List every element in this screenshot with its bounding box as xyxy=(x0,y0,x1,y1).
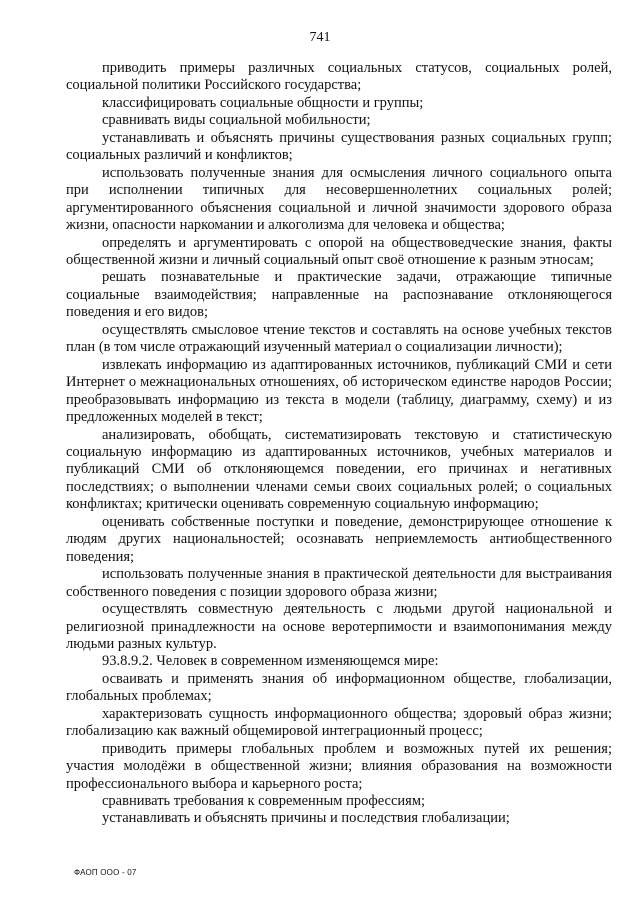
page-number: 741 xyxy=(309,30,331,45)
footer-code: ФАОП ООО - 07 xyxy=(74,868,137,877)
paragraph: устанавливать и объяснять причины и последствия глобализации; xyxy=(102,810,510,827)
paragraph: осуществлять смысловое чтение текстов и составлять на основе учебных текстов план (в том числе отражающий изученный материал о социализации личности); xyxy=(66,321,612,356)
paragraph: извлекать информацию из адаптированных источников, публикаций СМИ и сети Интернет о межнациональных отношениях, об историческом единстве народов России; преобразовывать информацию из текста в модели (таблицу, диаграмму, схему) и из предложенных моделей в текст; xyxy=(66,356,612,426)
section-heading: 93.8.9.2. Человек в современном изменяющемся мире: xyxy=(102,653,439,670)
paragraph: решать познавательные и практические задачи, отражающие типичные социальные взаимодействия; направленные на распознавание отклоняющегося поведения и его видов; xyxy=(66,269,612,321)
paragraph: осваивать и применять знания об информационном обществе, глобализации, глобальных проблемах; xyxy=(66,670,612,705)
paragraph: приводить примеры различных социальных статусов, социальных ролей, социальной политики Российского государства; xyxy=(66,60,612,94)
paragraph: устанавливать и объяснять причины существования разных социальных групп; социальных различий и конфликтов; xyxy=(66,129,612,164)
body-text xyxy=(66,60,612,828)
paragraph: сравнивать виды социальной мобильности; xyxy=(102,112,371,129)
paragraph: использовать полученные знания в практической деятельности для выстраивания собственного поведения с позиции здорового образа жизни; xyxy=(66,566,612,600)
paragraph: приводить примеры глобальных проблем и возможных путей их решения; участия молодёжи в общественной жизни; влияния образования на возможности профессионального выбора и карьерного роста; xyxy=(66,740,612,792)
paragraph: классифицировать социальные общности и группы; xyxy=(102,94,424,111)
paragraph: сравнивать требования к современным профессиям; xyxy=(102,793,426,810)
paragraph: определять и аргументировать с опорой на обществоведческие знания, факты общественной жизни и личный социальный опыт своё отношение к разным этносам; xyxy=(66,234,612,268)
paragraph: использовать полученные знания для осмысления личного социального опыта при исполнении типичных для несовершеннолетних социальных ролей; аргументированного объяснения социальной и личной значимости здорового образа жизни, опасности наркомании и алкоголизма для человека и общества; xyxy=(66,164,612,234)
paragraph: осуществлять совместную деятельность с людьми другой национальной и религиозной принадлежности на основе веротерпимости и взаимопонимания между людьми разных культур. xyxy=(66,601,612,652)
paragraph: оценивать собственные поступки и поведение, демонстрирующее отношение к людям других национальностей; осознавать неприемлемость антиобщественного поведения; xyxy=(66,513,612,565)
paragraph: анализировать, обобщать, систематизировать текстовую и статистическую социальную информацию из адаптированных источников, учебных материалов и публикаций СМИ об отклоняющемся поведении, его причинах и негативных последствиях; о выполнении членами семьи своих социальных ролей; о социальных конфликтах; критически оценивать современную социальную информацию; xyxy=(66,426,612,513)
paragraph: характеризовать сущность информационного общества; здоровый образ жизни; глобализацию как важный общемировой интеграционный процесс; xyxy=(66,705,612,740)
